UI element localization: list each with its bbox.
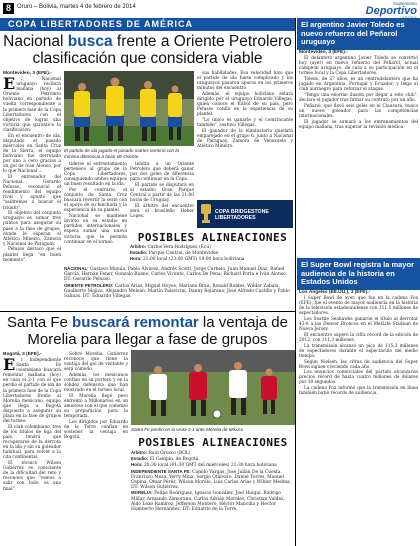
line-label: Hora: [130, 256, 142, 262]
sidebar-item2-body [299, 290, 418, 544]
lineup-line [64, 283, 295, 300]
story1-alignments-title: POSIBLES ALINEACIONES [137, 231, 288, 244]
line-label: Hora: [131, 462, 143, 468]
paragraph: El partido se disputará en el estadio Gran Parque Central a partir de las 21:00 horas de Uruguay. [130, 182, 194, 204]
line-label: Árbitro: [131, 450, 148, 455]
team-lineup: Carlos Arias, Miguel Hoyos, Mariano Brau, Ronald Raldes, Wilder Zabala, Gualberto Mojica, Alejandro Meleán, Martín Palavicini, Danny Bejarano; José Alfredo Castillo y Pablo Salinas. DT: Eduardo Villegas. [64, 283, 290, 300]
paragraph: El árbitro del encuentro será el brasileño Heber Lopes. [130, 203, 194, 220]
line-value: 20:30 local (01:30 GMT del miércoles) 21:30 hora boliviana [143, 463, 277, 469]
paragraph: El club colombiano, tres de los títulos de liga del país, tendrá que recuperarse de la derrota en la ida y sin su goleador habitual, para volver a la cita continental. [3, 424, 61, 461]
paragraph: El entrenador del Nacional, Gerardo Pelusso, reconoció el rendimiento del equipo rival y apuntó que "saldremos a buscar el triunfo". [3, 174, 61, 211]
line-value: 21:00 local (23:00 GMT) 19:00 hora boliviana [142, 257, 245, 263]
team-lineup: Camilo Vargas, José Julián De la Cuesta, Francisco Meza, Yerry Mina, Sergio Otálvaro, Daniel Torres, Manuel Ospina, Omar Pérez, Wilson Morelo, Luis Carlos Arias y Wilder Medina. DT: Wilson Gutiérrez. [131, 469, 292, 491]
sidebar-item2-headline: El Super Bowl registra la mayor audiencia de la historia en Estados Unidos [297, 258, 420, 290]
paragraph: Los Seattle Seahawks ganaron el título al derrotar 43-8 a los Denver Broncos en el MetLife Stadium de Nueva Jersey. [299, 316, 418, 333]
paragraph: El encuentro superó la cifra récord de la edición de 2012, con 111,3 millones. [299, 332, 418, 343]
team-name: MORELIA: [131, 490, 153, 496]
story2-headline-post: la ventaja de Morelia para llegar a fase de grupos [27, 314, 288, 348]
line-value: Parque Central, de Montevideo [148, 251, 219, 257]
team-lineup: Felipe Rodríguez, Ignacio González, Joel Huiqui, Rodrigo Millar, Armando Zamorano, Carlos Adrián Morales, Christian Valdez, Aldo Leao Ramírez, Jefferson Montero, Héctor Mancilla y Hector Humberto Hernández. DT: Eduardo de la Torre. [131, 491, 285, 513]
story1-headline-highlight: busca [67, 33, 113, 50]
line-value: Raúl Orosco (BOL) [148, 451, 191, 456]
story2-match-info [131, 450, 295, 544]
paragraph: Además, los mexicanos confían en su portero y en la solidez defensiva que han mostrado en el torneo local. [64, 372, 128, 394]
paragraph: sus habilidades. Esa velocidad hizo que el partido de ida fuese complicado y los uruguayos pasaron apuros en los primeros minutos del encuentro. [197, 71, 293, 92]
team-lineup: Gustavo Munúa, Pablo Álvarez, Andrés Scotti, Jorge Curbelo, Juan Manuel Díaz, Rafael García, Hernán Fener, Gonzalo Bueno, Carlos Vicente, Carlos De Pena; Richard Porta e Iván Alonso. DT: Gerardo Pelusso. [64, 267, 287, 283]
paragraph: Además, el equipo boliviano estará dirigido por el uruguayo Eduardo Villegas, quien conoce el fútbol de su país, pero Pelusso confía en la experiencia de su plantel. [197, 91, 293, 118]
story1-photo [64, 71, 194, 146]
story2-column-2 [64, 352, 128, 544]
paragraph: La cadena Fox informó que la transmisión en línea también batió récords de audiencia. [299, 386, 418, 397]
paragraph: El ganador de la eliminatoria quedará emparejado en el grupo 6, junto a Nacional de Paraguay, Zamora de Venezuela y Atlético Mineiro. [197, 128, 293, 150]
line-label: Árbitro: [130, 244, 147, 249]
paragraph: La transmisión alcanzó un pico de 115,3 millones de espectadores durante el espectáculo del medio tiempo. [299, 343, 418, 359]
team-name: ORIENTE PETROLERO: [64, 282, 114, 288]
paragraph: El delantero argentino Javier Toledo se convirtió hoy (ayer) en nuevo refuerzo del Peñarol, actual campeón uruguayo, de cara a su participación en el torneo local y la Copa Libertadores. [299, 56, 418, 77]
paragraph: Pelusso destacó que el plantel llega "en buen momento". [3, 247, 61, 263]
column-divider [295, 18, 296, 546]
paragraph: El jugador se sumará a los entrenamientos del equipo mañana, tras superar la revisión médica. [299, 119, 418, 130]
sidebar-item1-dateline: Montevideo, 3 (EFE).- [299, 50, 348, 55]
story2-headline [0, 314, 295, 348]
match-info-line [130, 256, 295, 262]
story1-column-4 [130, 162, 194, 220]
paragraph: Según Nielsen, las cifras de audiencia del Super Bowl siguen creciendo cada año. [299, 359, 418, 370]
team-name: INDEPENDIENTE SANTA FE: [131, 468, 191, 474]
story2-alignments-title: POSIBLES ALINEACIONES [138, 436, 288, 449]
issue-dateline: Oruro – Bolivia, martes 4 de febrero de 2014 [17, 4, 136, 10]
paragraph: En el encuentro de ida, disputado el pasado miércoles en Santa Cruz de la Sierra, el equipo boliviano fue derrotado por uno a cero gracias a un gol de Iván Alonso, por lo que Nacional ... [3, 133, 61, 175]
section-divider [0, 311, 295, 312]
line-value: Carlos Vera Rodríguez (Ecu) [147, 245, 211, 250]
story2-dropcap: E [3, 355, 16, 374]
team-name: NACIONAL: [64, 266, 89, 271]
sidebar-item1-body [299, 50, 418, 254]
lineup-line [131, 490, 295, 512]
story1-column-1 [3, 71, 61, 263]
copa-libertadores-logo [197, 200, 293, 228]
paragraph: Peñarol, que llevó seis goles en el Clausura, busca un nueve goleador para las competencias internacionales. [299, 103, 418, 119]
story1-column-2 [197, 71, 293, 199]
story1-headline [0, 33, 295, 67]
lineup-line [64, 266, 295, 283]
paragraph: tiderso el enfrentamiento pertenece al grupo de la Copa Libertadores, consiguiendo ambos equipos un buen resultado en la ida. [64, 162, 127, 188]
page-number: 8 [3, 3, 14, 14]
story2-photo-caption: Santa Fe perdió en la visita 2-1 ante Morelia de México [131, 427, 244, 432]
story1-column-3 [64, 162, 127, 260]
story2-headline-pre: Santa Fe [7, 314, 73, 331]
story1-lineups [64, 266, 295, 308]
paragraph: l Nacional uruguayo recibirá mañana (hoy) al Oriente Petrolero boliviano en partido de vuelta correspondiente a la primera fase de la Copa Libertadores con el objetivo de lograr una victoria que garantice la clasificación. [3, 77, 61, 133]
section-banner: COPA LIBERTADORES DE AMÉRICA [0, 18, 295, 31]
paragraph: Sobre Morelia, Gutiérrez reconoce que tiene la ventaja del gol de visitante y será cómodo. [64, 352, 128, 373]
line-label: Estadio: [130, 250, 148, 256]
paragraph: Los anuncios comerciales del partido alcanzaron precios récord de hasta cuatro millones de dólares por 30 segundos. [299, 370, 418, 386]
line-value: El Campín, de Bogotá [149, 457, 199, 463]
story2-column-1 [3, 352, 61, 544]
lineup-line [131, 469, 295, 491]
paragraph: Los dirigidos por Eduardo de la Torre confían en sostener la ventaja en Bogotá. [64, 420, 128, 441]
story1-headline-pre: Nacional [3, 33, 68, 50]
story1-headline-post: frente a Oriente Petrolero clasificación que considera viable [32, 33, 292, 67]
paragraph: El Morelia llegó pero enfrentó a Millonarios en un amistoso con el que comenzó su preparación para la temporada. [64, 393, 128, 420]
paragraph: l Super Bowl de ayer, que fue en la cadena Fox (EFE), fue el evento de mayor audiencia en la historia de la televisión estadounidense con 111,5 millones de espectadores. [299, 296, 418, 317]
story2-dateline: Bogotá, 3 (EFE).- [3, 352, 42, 357]
sidebar-item2-dateline: Los Ángeles (EE.UU.), 3 (EFE).- [299, 290, 371, 295]
story2-headline-highlight: buscará remontar [72, 314, 199, 331]
paragraph: tendrá a un Oriente Petrolero que deberá ganar por dos goles de diferencia para continuar en la Copa. [130, 162, 194, 183]
paragraph: Toledo, de 27 años, es un centrodelantero que ha jugado en Argentina, Portugal y Ecuador, y llega al club aurinegro para reforzar el ataque. [299, 76, 418, 93]
story1-dropcap: E [3, 74, 16, 93]
paragraph: "Lo único es ganarle y el contrincante también", sostuvo Villegas. [197, 118, 293, 129]
cup-logo-text: COPA BRIDGESTONE LIBERTADORES [215, 209, 269, 221]
logo-title: Deportivo [365, 5, 417, 17]
soccer-match-photo [131, 350, 295, 425]
story2-photo [131, 350, 295, 425]
logo-supplement-label: Suplemento [392, 1, 417, 6]
paragraph: "Tengo una enorme ilusión por llegar a este club", declaró el jugador tras firmar su contrato por un año. [299, 92, 418, 103]
paragraph: Por el contrario, el conjunto de Santa Cruz buscará revertir la serie con el apoyo de su hinchada y la experiencia de su plantel. [64, 188, 127, 214]
news-sidebar [297, 0, 420, 546]
football-players-photo [64, 71, 194, 146]
paragraph: Nacional se mantiene invicto en su estadio en partidos internacionales y espera sumar una nueva victoria que le permita continuar en el torneo. [64, 214, 127, 245]
sidebar-item1-headline: El argentino Javier Toledo es nuevo refuerzo del Peñarol uruguayo [297, 18, 420, 50]
paragraph: El objetivo del conjunto uruguayo es sumar tres puntos para asegurar su pase a la fase de grupos, donde le esperan el Atlético Mineiro, Zamora y Nacional de Paraguay. [3, 211, 61, 247]
story1-photo-caption: El partido de ida jugado el pasado martes terminó con la mínima diferencia a favor de Oriente [64, 148, 179, 159]
paragraph: El técnico Wilson Gutiérrez es consciente de la dificultad del reto y reconoce que "vamos a salir con todo, es una final". [3, 461, 61, 492]
story1-dateline: Montevideo, 3 (EFE).- [3, 71, 52, 76]
paragraph: l Independiente Santa Fe colombiano buscará remontar mañana (hoy) en casa el 2-1 con el que perdió el partido de ida de la primera fase de la Copa Libertadores frente al Morelia mexicano, equipo que llega a Bogotá dispuesto a asegurar su plaza en la fase de grupos del torneo. [3, 358, 61, 425]
story1-match-info [130, 244, 295, 265]
line-label: Estadio: [131, 456, 149, 462]
